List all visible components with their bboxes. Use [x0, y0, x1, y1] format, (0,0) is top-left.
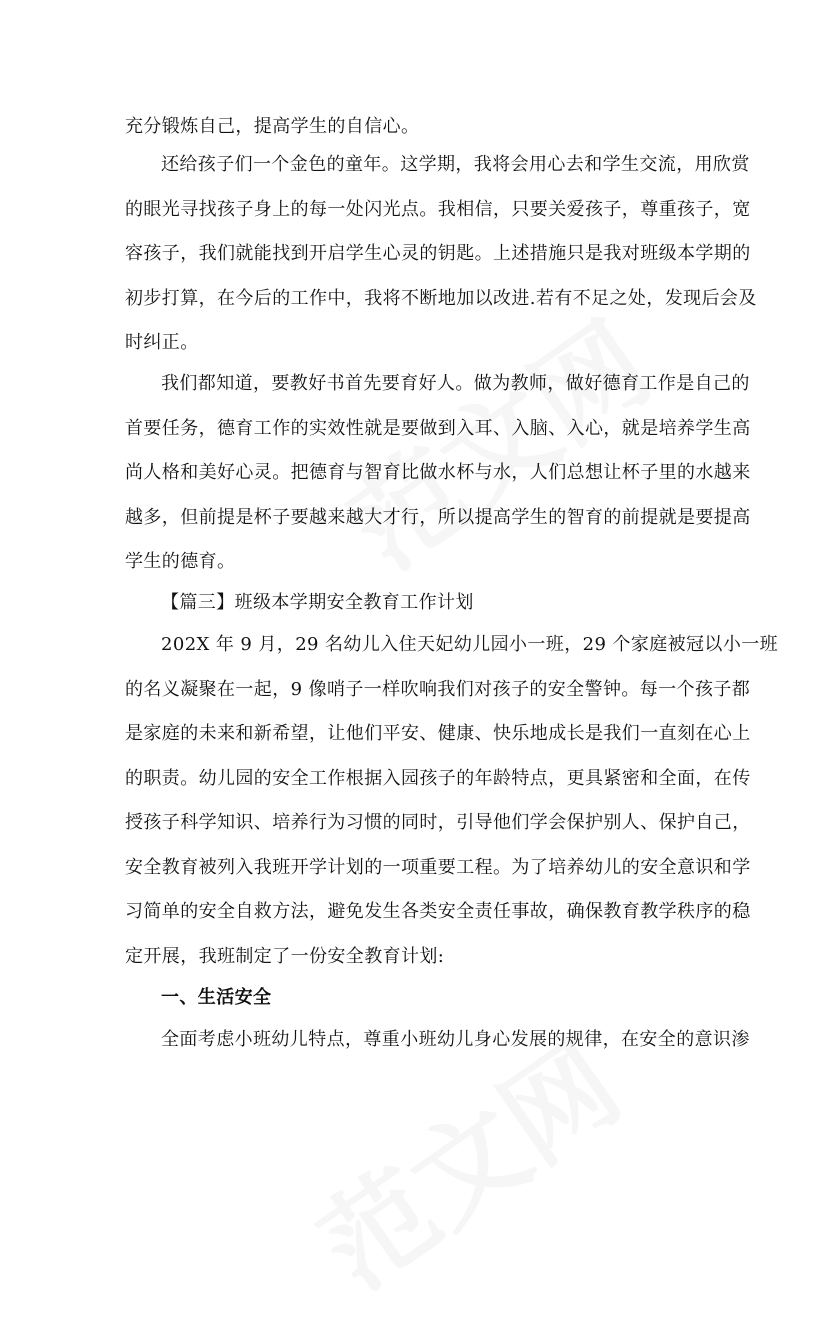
paragraph-line: 的名义凝聚在一起，9 像哨子一样吹响我们对孩子的安全警钟。每一个孩子都 — [125, 679, 751, 700]
paragraph-line: 授孩子科学知识、培养行为习惯的同时，引导他们学会保护别人、保护自己， — [125, 812, 751, 833]
paragraph-line: 安全教育被列入我班开学计划的一项重要工程。为了培养幼儿的安全意识和学 — [125, 857, 751, 878]
paragraph-line: 首要任务，德育工作的实效性就是要做到入耳、入脑、入心，就是培养学生高 — [125, 418, 751, 439]
paragraph-line: 的眼光寻找孩子身上的每一处闪光点。我相信，只要关爱孩子，尊重孩子，宽 — [125, 199, 751, 220]
paragraph-line: 我们都知道，要教好书首先要育好人。做为教师，做好德育工作是自己的 — [161, 373, 750, 394]
paragraph-line: 全面考虑小班幼儿特点，尊重小班幼儿身心发展的规律，在安全的意识渗 — [161, 1029, 750, 1050]
paragraph-line: 202X 年 9 月，29 名幼儿入住天妃幼儿园小一班，29 个家庭被冠以小一班 — [161, 634, 779, 655]
paragraph-line: 初步打算，在今后的工作中，我将不断地加以改进.若有不足之处，发现后会及 — [125, 288, 757, 309]
paragraph-line: 还给孩子们一个金色的童年。这学期，我将会用心去和学生交流，用欣赏 — [161, 154, 750, 175]
paragraph-line: 的职责。幼儿园的安全工作根据入园孩子的年龄特点，更具紧密和全面，在传 — [125, 768, 751, 789]
paragraph-line: 是家庭的未来和新希望，让他们平安、健康、快乐地成长是我们一直刻在心上 — [125, 723, 751, 744]
section-title: 【篇三】班级本学期安全教育工作计划 — [161, 592, 474, 613]
paragraph-line: 学生的德育。 — [125, 551, 236, 572]
paragraph-line: 时纠正。 — [125, 332, 199, 353]
paragraph-line: 容孩子，我们就能找到开启学生心灵的钥匙。上述措施只是我对班级本学期的 — [125, 243, 751, 264]
paragraph-line: 尚人格和美好心灵。把德育与智育比做水杯与水，人们总想让杯子里的水越来 — [125, 462, 751, 483]
subsection-heading: 一、生活安全 — [161, 987, 272, 1008]
paragraph-line: 越多，但前提是杯子要越来越大才行，所以提高学生的智育的前提就是要提高 — [125, 507, 751, 528]
paragraph-line: 充分锻炼自己，提高学生的自信心。 — [125, 116, 420, 137]
paragraph-line: 定开展，我班制定了一份安全教育计划: — [125, 946, 445, 967]
paragraph-line: 习简单的安全自救方法，避免发生各类安全责任事故，确保教育教学秩序的稳 — [125, 901, 751, 922]
